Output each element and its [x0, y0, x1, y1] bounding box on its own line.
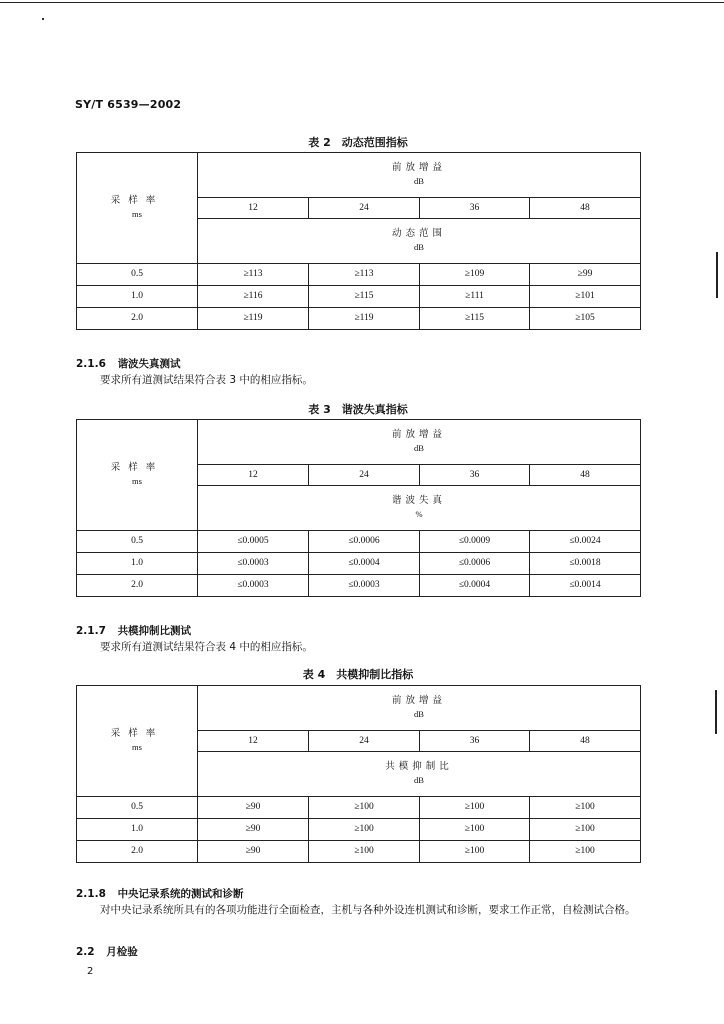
value-cell: ≤0.0005 — [198, 531, 309, 553]
value-cell: ≤0.0003 — [198, 553, 309, 575]
value-cell: ≥100 — [309, 819, 420, 841]
section-title: 月检验 — [106, 946, 138, 958]
gain-header-unit: dB — [414, 176, 424, 186]
table-row — [77, 308, 641, 330]
table4-caption: 表 4 共模抑制比指标 — [302, 668, 414, 681]
value-cell: ≥113 — [309, 264, 420, 286]
table3-caption: 表 3 谐波失真指标 — [308, 403, 408, 416]
value-cell: ≥109 — [420, 264, 530, 286]
table-row — [77, 553, 641, 575]
gain-cell: 36 — [420, 465, 530, 486]
table4-row-header — [77, 686, 198, 797]
metric-header-unit: dB — [414, 775, 424, 785]
standard-code: SY/T 6539—2002 — [75, 98, 182, 111]
value-cell: ≥105 — [530, 308, 641, 330]
value-cell: ≤0.0003 — [309, 575, 420, 597]
table3 — [76, 419, 641, 597]
section-number: 2.2 — [76, 946, 95, 958]
gain-cell: 48 — [530, 465, 641, 486]
rate-cell: 1.0 — [77, 286, 198, 308]
section-number: 2.1.8 — [76, 888, 106, 900]
section-2-1-6-text: 要求所有道测试结果符合表 3 中的相应指标。 — [100, 374, 313, 386]
row-header-unit: ms — [132, 209, 142, 219]
table-row — [77, 264, 641, 286]
table-row — [77, 841, 641, 863]
section-2-1-8-heading — [76, 886, 244, 901]
scan-edge-mark — [716, 252, 718, 298]
value-cell: ≤0.0004 — [420, 575, 530, 597]
rate-cell: 2.0 — [77, 575, 198, 597]
table3-metric-header — [198, 486, 641, 531]
gain-cell: 48 — [530, 731, 641, 752]
gain-cell: 24 — [309, 731, 420, 752]
value-cell: ≥100 — [530, 797, 641, 819]
section-number: 2.1.7 — [76, 625, 106, 637]
scan-speck — [42, 18, 44, 20]
section-number: 2.1.6 — [76, 358, 106, 370]
table2-metric-header — [198, 219, 641, 264]
value-cell: ≥100 — [420, 797, 530, 819]
value-cell: ≤0.0014 — [530, 575, 641, 597]
table3-gain-header — [198, 420, 641, 465]
value-cell: ≥100 — [309, 797, 420, 819]
rate-cell: 2.0 — [77, 841, 198, 863]
value-cell: ≤0.0004 — [309, 553, 420, 575]
value-cell: ≥90 — [198, 819, 309, 841]
section-title: 共模抑制比测试 — [117, 625, 192, 637]
rate-cell: 2.0 — [77, 308, 198, 330]
metric-header-unit: dB — [414, 242, 424, 252]
value-cell: ≥115 — [309, 286, 420, 308]
table2-gain-header — [198, 153, 641, 198]
table-row — [77, 531, 641, 553]
table-row — [77, 819, 641, 841]
value-cell: ≥101 — [530, 286, 641, 308]
gain-cell: 36 — [420, 731, 530, 752]
metric-header-label: 动态范围 — [392, 229, 447, 239]
rate-cell: 0.5 — [77, 264, 198, 286]
value-cell: ≤0.0003 — [198, 575, 309, 597]
gain-header-unit: dB — [414, 709, 424, 719]
top-rule — [0, 2, 724, 3]
gain-cell: 48 — [530, 198, 641, 219]
gain-header-label: 前放增益 — [392, 696, 447, 706]
table4-metric-header — [198, 752, 641, 797]
gain-cell: 24 — [309, 465, 420, 486]
value-cell: ≥115 — [420, 308, 530, 330]
gain-header-label: 前放增益 — [392, 430, 447, 440]
value-cell: ≥90 — [198, 797, 309, 819]
value-cell: ≥90 — [198, 841, 309, 863]
gain-cell: 12 — [198, 731, 309, 752]
table-row — [77, 797, 641, 819]
row-header-unit: ms — [132, 476, 142, 486]
gain-cell: 12 — [198, 465, 309, 486]
metric-header-label: 共模抑制比 — [385, 762, 453, 772]
table2 — [76, 152, 641, 330]
gain-cell: 24 — [309, 198, 420, 219]
section-title: 中央记录系统的测试和诊断 — [117, 888, 244, 900]
value-cell: ≥111 — [420, 286, 530, 308]
row-header-label: 采样率 — [110, 463, 164, 473]
section-2-1-6-heading — [76, 356, 181, 371]
metric-header-label: 谐波失真 — [392, 496, 447, 506]
table4 — [76, 685, 641, 863]
gain-header-label: 前放增益 — [392, 163, 447, 173]
value-cell: ≥116 — [198, 286, 309, 308]
value-cell: ≥100 — [420, 841, 530, 863]
gain-cell: 36 — [420, 198, 530, 219]
section-2-1-7-text: 要求所有道测试结果符合表 4 中的相应指标。 — [100, 641, 313, 653]
value-cell: ≤0.0009 — [420, 531, 530, 553]
rate-cell: 1.0 — [77, 819, 198, 841]
value-cell: ≥100 — [309, 841, 420, 863]
value-cell: ≥100 — [530, 819, 641, 841]
row-header-label: 采样率 — [110, 729, 164, 739]
table-row — [77, 286, 641, 308]
value-cell: ≤0.0006 — [420, 553, 530, 575]
value-cell: ≥119 — [198, 308, 309, 330]
row-header-label: 采样率 — [110, 196, 164, 206]
value-cell: ≤0.0006 — [309, 531, 420, 553]
section-2-2-heading — [76, 944, 138, 959]
table2-caption: 表 2 动态范围指标 — [308, 136, 408, 149]
value-cell: ≥99 — [530, 264, 641, 286]
scan-edge-mark — [715, 690, 717, 734]
section-2-1-7-heading — [76, 623, 191, 638]
rate-cell: 1.0 — [77, 553, 198, 575]
section-2-1-8-text: 对中央记录系统所具有的各项功能进行全面检查，主机与各种外设连机测试和诊断，要求工作正常，自检测试合格。 — [100, 904, 636, 916]
table2-row-header — [77, 153, 198, 264]
value-cell: ≥119 — [309, 308, 420, 330]
value-cell: ≥113 — [198, 264, 309, 286]
row-header-unit: ms — [132, 742, 142, 752]
metric-header-unit: % — [415, 509, 423, 519]
table-row — [77, 575, 641, 597]
gain-header-unit: dB — [414, 443, 424, 453]
rate-cell: 0.5 — [77, 797, 198, 819]
value-cell: ≤0.0018 — [530, 553, 641, 575]
gain-cell: 12 — [198, 198, 309, 219]
value-cell: ≥100 — [420, 819, 530, 841]
table4-gain-header — [198, 686, 641, 731]
value-cell: ≥100 — [530, 841, 641, 863]
page-number: 2 — [87, 966, 94, 977]
table3-row-header — [77, 420, 198, 531]
rate-cell: 0.5 — [77, 531, 198, 553]
value-cell: ≤0.0024 — [530, 531, 641, 553]
section-title: 谐波失真测试 — [117, 358, 181, 370]
